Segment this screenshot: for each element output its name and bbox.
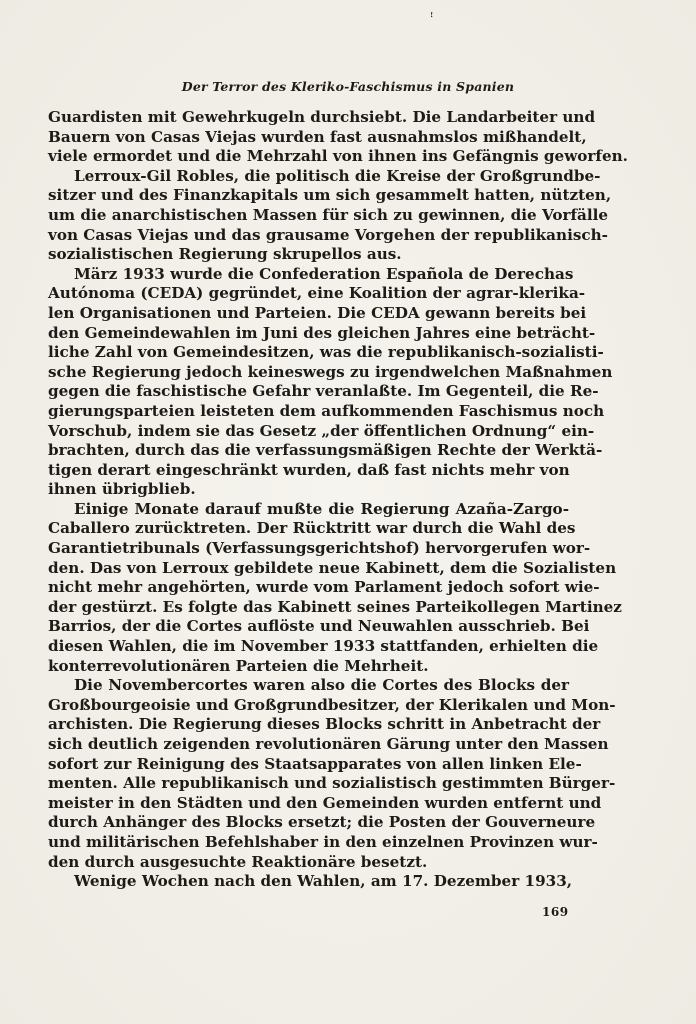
body-text	[48, 108, 628, 892]
text-line: Einige Monate darauf mußte die Regierung Azaña-Zargo-	[74, 499, 569, 518]
text-line: Caballero zurücktreten. Der Rücktritt war durch die Wahl des	[48, 519, 576, 538]
text-line: Vorschub, indem sie das Gesetz „der öffentlichen Ordnung“ ein-	[48, 421, 595, 440]
text-line: nicht mehr angehörten, wurde vom Parlament jedoch sofort wie-	[48, 578, 600, 597]
text-line: und militärischen Befehlshaber in den einzelnen Provinzen wur-	[48, 832, 598, 851]
text-line: sich deutlich zeigenden revolutionären Gärung unter den Massen	[48, 735, 609, 753]
text-line: Bauern von Casas Viejas wurden fast ausnahmslos mißhandelt,	[48, 127, 587, 146]
running-header: Der Terror des Klerikо-Faschismus in Spanien	[181, 79, 515, 94]
text-line: meister in den Städten und den Gemeinden wurden entfernt und	[48, 793, 602, 812]
text-line: Lerroux-Gil Robles, die politisch die Kreise der Großgrundbe-	[74, 166, 601, 185]
text-line: sozialistischen Regierung skrupellos aus.	[48, 245, 402, 264]
text-line: gegen die faschistische Gefahr veranlaßte. Im Gegenteil, die Re-	[48, 382, 599, 401]
text-line: März 1933 wurde die Confederation Española de Derechas	[74, 264, 574, 283]
text-line: gierungsparteien leisteten dem aufkommenden Faschismus noch	[48, 401, 605, 420]
text-line: Großbourgeoisie und Großgrundbesitzer, der Klerikalen und Mon-	[48, 695, 616, 714]
text-line: archisten. Die Regierung dieses Blocks schritt in Anbetracht der	[48, 715, 601, 734]
text-line: Wenige Wochen nach den Wahlen, am 17. Dezember 1933,	[74, 872, 573, 891]
text-line: den. Das von Lerroux gebildete neue Kabinett, dem die Sozialisten	[48, 558, 617, 577]
text-line: Autónoma (CEDA) gegründet, eine Koalition der agrar-klerika-	[48, 284, 586, 303]
text-line: sche Regierung jedoch keineswegs zu irgendwelchen Maßnahmen	[48, 362, 613, 381]
text-line: sofort zur Reinigung des Staatsapparates von allen linken Ele-	[48, 754, 582, 773]
page-number: 169	[542, 905, 569, 919]
text-line: diesen Wahlen, die im November 1933 stattfanden, erhielten die	[48, 637, 599, 656]
text-line: um die anarchistischen Massen für sich zu gewinnen, die Vorfälle	[48, 205, 609, 224]
text-line: durch Anhänger des Blocks ersetzt; die Posten der Gouverneure	[48, 813, 596, 832]
text-line: sitzer und des Finanzkapitals um sich gesammelt hatten, nützten,	[48, 186, 612, 205]
text-line: Barrios, der die Cortes auflöste und Neuwahlen ausschrieb. Bei	[48, 617, 590, 636]
text-line: Die Novembercortes waren also die Cortes des Blocks der	[74, 676, 569, 695]
text-line: konterrevolutionären Parteien die Mehrheit.	[48, 656, 429, 675]
text-line: ihnen übrigblieb.	[48, 480, 196, 499]
text-line: Guardisten mit Gewehrkugeln durchsiebt. Die Landarbeiter und	[48, 108, 596, 126]
margin-mark: ꜝ	[430, 10, 434, 24]
text-line: Garantietribunals (Verfassungsgerichtshof) hervorgerufen wor-	[48, 539, 591, 558]
text-line: den durch ausgesuchte Reaktionäre besetzt.	[48, 852, 428, 871]
text-line: tigen derart eingeschränkt wurden, daß fast nichts mehr von	[48, 460, 570, 479]
text-line: den Gemeindewahlen im Juni des gleichen Jahres eine beträcht-	[48, 323, 596, 342]
text-line: der gestürzt. Es folgte das Kabinett seines Parteikollegen Martinez	[48, 597, 622, 616]
text-line: brachten, durch das die verfassungsmäßigen Rechte der Werktä-	[48, 441, 603, 460]
text-line: menten. Alle republikanisch und sozialistisch gestimmten Bürger-	[48, 774, 616, 793]
text-line: len Organisationen und Parteien. Die CEDA gewann bereits bei	[48, 303, 587, 322]
text-line: viele ermordet und die Mehrzahl von ihnen ins Gefängnis geworfen.	[48, 147, 628, 166]
text-line: von Casas Viejas und das grausame Vorgehen der republikanisch-	[48, 225, 608, 244]
text-line: liche Zahl von Gemeindesitzen, was die republikanisch-sozialisti-	[48, 343, 604, 362]
